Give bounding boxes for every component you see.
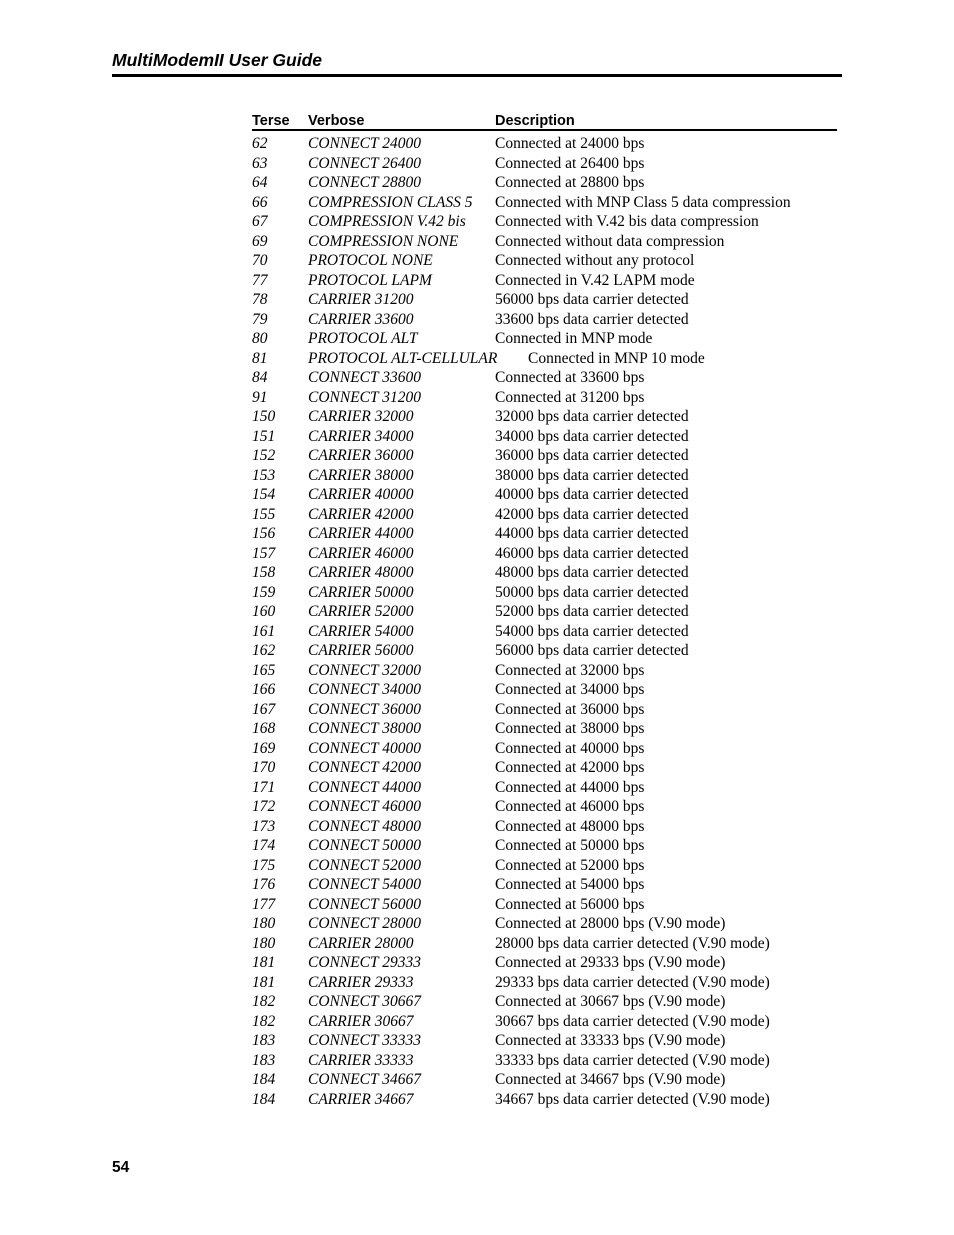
description-cell: 52000 bps data carrier detected [495,603,689,620]
table-row [0,505,954,525]
description-cell: 40000 bps data carrier detected [495,486,689,503]
terse-code-cell: 180 [252,934,276,952]
terse-code-cell: 64 [252,174,268,191]
table-row [0,758,954,778]
verbose-code-cell: CARRIER 46000 [308,544,414,562]
table-row [0,1012,954,1032]
table-row [0,641,954,661]
terse-code-cell: 84 [252,369,268,386]
description-cell: 33333 bps data carrier detected (V.90 mode) [495,1051,770,1069]
table-row [0,719,954,739]
column-header-terse: Terse [252,113,290,129]
description-cell: Connected at 36000 bps [495,700,645,718]
verbose-code-cell: COMPRESSION V.42 bis [308,213,466,230]
description-cell: 32000 bps data carrier detected [495,408,689,425]
verbose-code-cell: CARRIER 36000 [308,447,414,464]
description-cell: Connected without any protocol [495,252,695,269]
table-row [0,271,954,291]
table-row [0,212,954,232]
verbose-code-cell: CONNECT 44000 [308,778,421,796]
description-cell: Connected in MNP 10 mode [528,349,705,367]
table-row [0,953,954,973]
description-cell: Connected at 48000 bps [495,817,645,835]
description-cell: 48000 bps data carrier detected [495,564,689,581]
verbose-code-cell: CARRIER 38000 [308,466,414,484]
verbose-code-cell: CARRIER 30667 [308,1012,414,1030]
verbose-code-cell: CONNECT 26400 [308,154,421,172]
verbose-code-cell: PROTOCOL LAPM [308,271,432,289]
description-cell: Connected at 26400 bps [495,154,645,172]
header-rule [112,74,842,77]
verbose-code-cell: CONNECT 38000 [308,720,421,737]
terse-code-cell: 170 [252,759,276,776]
terse-code-cell: 182 [252,1012,276,1030]
verbose-code-cell: CONNECT 50000 [308,837,421,854]
table-row [0,992,954,1012]
page-header-title: MultiModemII User Guide [112,50,323,70]
verbose-code-cell: PROTOCOL ALT-CELLULAR [308,349,498,367]
description-cell: 36000 bps data carrier detected [495,447,689,464]
verbose-code-cell: CARRIER 40000 [308,486,414,503]
description-cell: 30667 bps data carrier detected (V.90 mode) [495,1012,770,1030]
verbose-code-cell: CONNECT 30667 [308,993,421,1010]
table-row [0,914,954,934]
table-row [0,895,954,915]
page-number: 54 [112,1159,130,1176]
terse-code-cell: 91 [252,388,268,406]
terse-code-cell: 181 [252,954,276,971]
verbose-code-cell: CARRIER 56000 [308,642,414,659]
verbose-code-cell: CONNECT 33333 [308,1032,421,1049]
terse-code-cell: 171 [252,778,276,796]
terse-code-cell: 181 [252,973,276,991]
terse-code-cell: 81 [252,349,268,367]
verbose-code-cell: CARRIER 31200 [308,291,414,308]
table-row [0,466,954,486]
description-cell: Connected without data compression [495,232,725,250]
table-row [0,388,954,408]
description-cell: Connected at 54000 bps [495,876,645,893]
table-row [0,290,954,310]
table-row [0,446,954,466]
description-cell: Connected at 44000 bps [495,778,645,796]
terse-code-cell: 77 [252,271,268,289]
table-row [0,329,954,349]
terse-code-cell: 156 [252,525,276,542]
description-cell: Connected at 46000 bps [495,798,645,815]
terse-code-cell: 162 [252,642,276,659]
terse-code-cell: 152 [252,447,276,464]
table-row [0,310,954,330]
terse-code-cell: 155 [252,505,276,523]
table-row [0,778,954,798]
description-cell: 54000 bps data carrier detected [495,622,689,640]
verbose-code-cell: COMPRESSION CLASS 5 [308,193,473,211]
description-cell: 44000 bps data carrier detected [495,525,689,542]
description-cell: 42000 bps data carrier detected [495,505,689,523]
table-row [0,524,954,544]
table-row [0,602,954,622]
description-cell: 56000 bps data carrier detected [495,291,689,308]
description-cell: 33600 bps data carrier detected [495,310,689,328]
terse-code-cell: 160 [252,603,276,620]
table-row [0,583,954,603]
verbose-code-cell: COMPRESSION NONE [308,232,459,250]
verbose-code-cell: CARRIER 34667 [308,1090,414,1108]
description-cell: Connected at 56000 bps [495,895,645,913]
terse-code-cell: 79 [252,310,268,328]
terse-code-cell: 168 [252,720,276,737]
description-cell: Connected in MNP mode [495,330,653,347]
verbose-code-cell: CONNECT 32000 [308,661,421,679]
terse-code-cell: 175 [252,856,276,874]
table-row [0,856,954,876]
verbose-code-cell: CONNECT 46000 [308,798,421,815]
table-row [0,1051,954,1071]
verbose-code-cell: CONNECT 31200 [308,388,421,406]
verbose-code-cell: CONNECT 34000 [308,681,421,698]
result-codes-table [0,134,954,1109]
terse-code-cell: 69 [252,232,268,250]
description-cell: Connected in V.42 LAPM mode [495,271,695,289]
table-row [0,173,954,193]
verbose-code-cell: CARRIER 29333 [308,973,414,991]
description-cell: 28000 bps data carrier detected (V.90 mode) [495,934,770,952]
table-row [0,563,954,583]
verbose-code-cell: CONNECT 28800 [308,174,421,191]
table-row [0,154,954,174]
column-header-verbose: Verbose [308,113,365,129]
terse-code-cell: 159 [252,583,276,601]
terse-code-cell: 161 [252,622,276,640]
terse-code-cell: 184 [252,1090,276,1108]
terse-code-cell: 153 [252,466,276,484]
table-row [0,485,954,505]
verbose-code-cell: CARRIER 33333 [308,1051,414,1069]
verbose-code-cell: CONNECT 29333 [308,954,421,971]
verbose-code-cell: CONNECT 40000 [308,739,421,757]
table-row [0,836,954,856]
table-row [0,622,954,642]
terse-code-cell: 80 [252,330,268,347]
terse-code-cell: 67 [252,213,268,230]
description-cell: Connected at 33333 bps (V.90 mode) [495,1032,726,1049]
table-row [0,232,954,252]
table-row [0,407,954,427]
verbose-code-cell: CONNECT 42000 [308,759,421,776]
column-header-description: Description [495,113,575,129]
table-row [0,700,954,720]
terse-code-cell: 154 [252,486,276,503]
terse-code-cell: 151 [252,427,276,445]
verbose-code-cell: CARRIER 33600 [308,310,414,328]
table-row [0,875,954,895]
terse-code-cell: 183 [252,1032,276,1049]
description-cell: 50000 bps data carrier detected [495,583,689,601]
terse-code-cell: 176 [252,876,276,893]
description-cell: 34000 bps data carrier detected [495,427,689,445]
verbose-code-cell: CARRIER 48000 [308,564,414,581]
description-cell: 46000 bps data carrier detected [495,544,689,562]
table-row [0,739,954,759]
table-row [0,427,954,447]
table-row [0,134,954,154]
terse-code-cell: 62 [252,135,268,152]
table-row [0,1031,954,1051]
verbose-code-cell: CONNECT 48000 [308,817,421,835]
description-cell: Connected at 34000 bps [495,681,645,698]
terse-code-cell: 150 [252,408,276,425]
description-cell: Connected at 33600 bps [495,369,645,386]
verbose-code-cell: CONNECT 52000 [308,856,421,874]
description-cell: Connected at 28800 bps [495,174,645,191]
description-cell: 38000 bps data carrier detected [495,466,689,484]
verbose-code-cell: CARRIER 32000 [308,408,414,425]
verbose-code-cell: CONNECT 33600 [308,369,421,386]
description-cell: Connected at 38000 bps [495,720,645,737]
table-header-rule [252,129,837,131]
terse-code-cell: 183 [252,1051,276,1069]
verbose-code-cell: CONNECT 28000 [308,915,421,932]
table-row [0,973,954,993]
table-row [0,1090,954,1110]
terse-code-cell: 167 [252,700,276,718]
verbose-code-cell: CONNECT 24000 [308,135,421,152]
description-cell: Connected at 24000 bps [495,135,645,152]
terse-code-cell: 172 [252,798,276,815]
terse-code-cell: 169 [252,739,276,757]
table-row [0,349,954,369]
table-row [0,934,954,954]
table-row [0,368,954,388]
verbose-code-cell: CARRIER 42000 [308,505,414,523]
table-row [0,817,954,837]
description-cell: Connected at 52000 bps [495,856,645,874]
verbose-code-cell: CARRIER 44000 [308,525,414,542]
terse-code-cell: 182 [252,993,276,1010]
table-row [0,251,954,271]
description-cell: Connected at 34667 bps (V.90 mode) [495,1071,726,1088]
terse-code-cell: 70 [252,252,268,269]
verbose-code-cell: CONNECT 56000 [308,895,421,913]
table-row [0,1070,954,1090]
verbose-code-cell: PROTOCOL ALT [308,330,418,347]
verbose-code-cell: CONNECT 54000 [308,876,421,893]
table-row [0,544,954,564]
description-cell: Connected at 50000 bps [495,837,645,854]
table-row [0,661,954,681]
description-cell: Connected at 31200 bps [495,388,645,406]
description-cell: Connected at 28000 bps (V.90 mode) [495,915,726,932]
terse-code-cell: 78 [252,291,268,308]
terse-code-cell: 63 [252,154,268,172]
terse-code-cell: 166 [252,681,276,698]
description-cell: Connected with MNP Class 5 data compression [495,193,791,211]
description-cell: Connected at 30667 bps (V.90 mode) [495,993,726,1010]
verbose-code-cell: CARRIER 34000 [308,427,414,445]
verbose-code-cell: CONNECT 34667 [308,1071,421,1088]
description-cell: Connected with V.42 bis data compression [495,213,759,230]
terse-code-cell: 158 [252,564,276,581]
table-row [0,193,954,213]
terse-code-cell: 174 [252,837,276,854]
verbose-code-cell: CARRIER 52000 [308,603,414,620]
table-row [0,680,954,700]
description-cell: 56000 bps data carrier detected [495,642,689,659]
terse-code-cell: 177 [252,895,276,913]
description-cell: Connected at 40000 bps [495,739,645,757]
verbose-code-cell: CARRIER 50000 [308,583,414,601]
verbose-code-cell: CARRIER 28000 [308,934,414,952]
terse-code-cell: 180 [252,915,276,932]
verbose-code-cell: CONNECT 36000 [308,700,421,718]
description-cell: Connected at 32000 bps [495,661,645,679]
description-cell: Connected at 29333 bps (V.90 mode) [495,954,726,971]
terse-code-cell: 165 [252,661,276,679]
description-cell: 29333 bps data carrier detected (V.90 mode) [495,973,770,991]
terse-code-cell: 184 [252,1071,276,1088]
table-row [0,797,954,817]
verbose-code-cell: CARRIER 54000 [308,622,414,640]
terse-code-cell: 157 [252,544,276,562]
terse-code-cell: 173 [252,817,276,835]
verbose-code-cell: PROTOCOL NONE [308,252,433,269]
description-cell: 34667 bps data carrier detected (V.90 mode) [495,1090,770,1108]
terse-code-cell: 66 [252,193,268,211]
description-cell: Connected at 42000 bps [495,759,645,776]
